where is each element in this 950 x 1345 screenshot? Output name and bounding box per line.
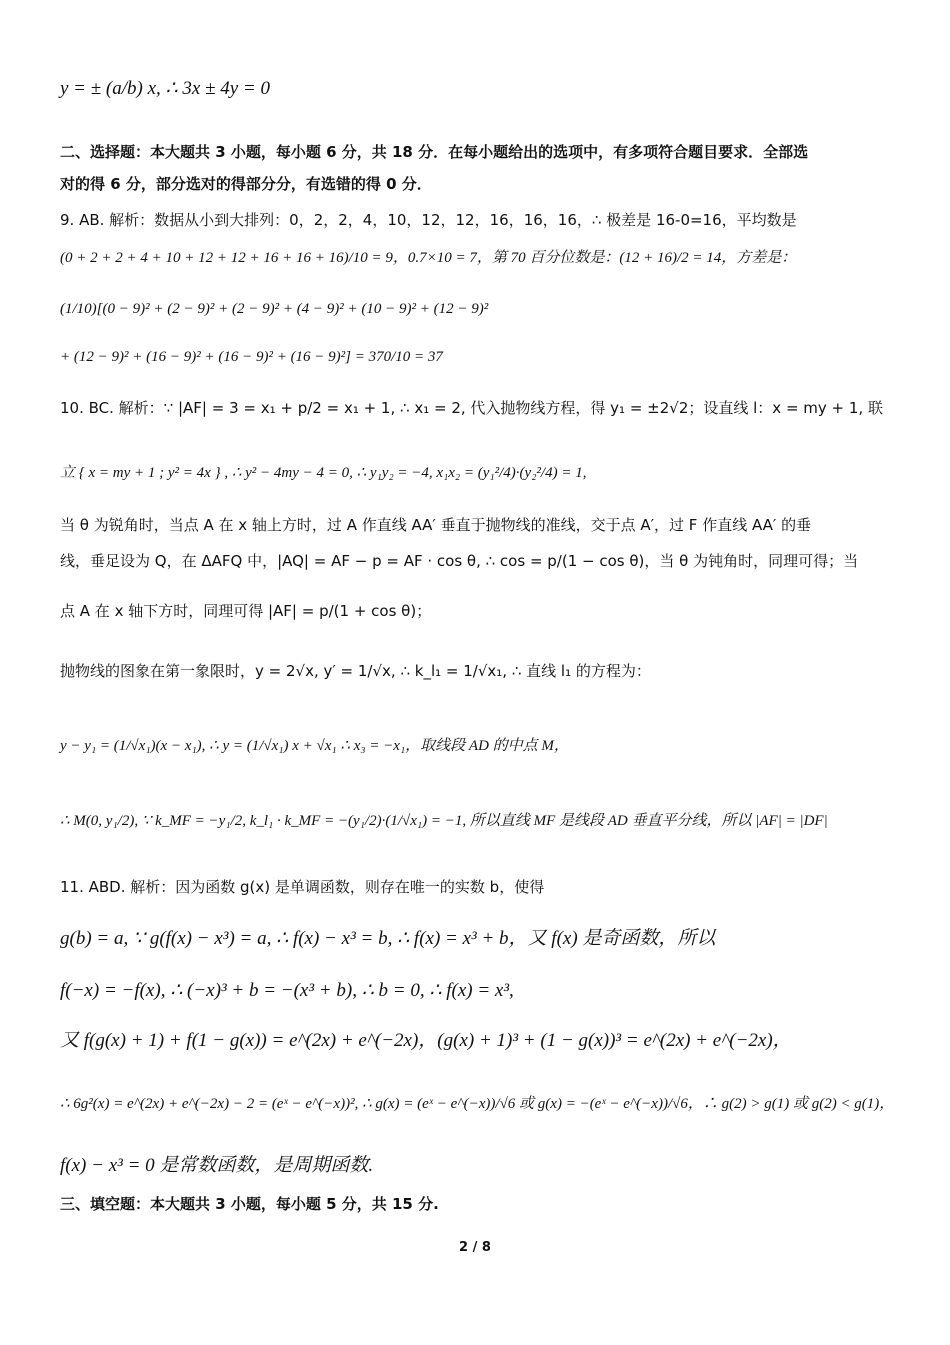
q11-line-3: 又 f(g(x) + 1) + f(1 − g(x)) = e^(2x) + e^(−2x)，(g(x) + 1)³ + (1 − g(x))³ = e^(2x) + e^(−2x)， — [60, 1030, 792, 1051]
q10-answer: 10. BC. 解析：∵ |AF| = 3 = x₁ + p/2 = x₁ + 1, ∴ x₁ = 2, 代入抛物线方程，得 y₁ = ±2√2；设直线 l：x = my + 1, 联 — [60, 399, 883, 417]
q10-system-line: 立 { x = my + 1 ; y² = 4x } , ∴ y² − 4my − 4 = 0, ∴ y₁y₂ = −4, x₁x₂ = (y₁²/4)·(y₂²/4) = 1, — [60, 465, 587, 481]
q9-answer: 9. AB. 解析：数据从小到大排列：0，2，2，4，10，12，12，16，16，16，∴ 极差是 16-0=16，平均数是 — [60, 211, 797, 229]
q10-below-axis-line: 点 A 在 x 轴下方时，同理可得 |AF| = p/(1 + cos θ)； — [60, 602, 432, 620]
q9-mean-line: (0 + 2 + 2 + 4 + 10 + 12 + 12 + 16 + 16 + 16)/10 = 9，0.7×10 = 7，第 70 百分位数是：(12 + 16)/2 = 14，方差是： — [60, 250, 797, 266]
q10-acute-line-2: 线，垂足设为 Q，在 ΔAFQ 中，|AQ| = AF − p = AF · cos θ, ∴ cos = p/(1 − cos θ)，当 θ 为钝角时，同理可得；当 — [60, 552, 859, 570]
q9-variance-line-1: (1/10)[(0 − 9)² + (2 − 9)² + (2 − 9)² + (4 − 9)² + (10 − 9)² + (12 − 9)² — [60, 301, 489, 317]
q11-line-4: ∴ 6g²(x) = e^(2x) + e^(−2x) − 2 = (eˣ − e^(−x))², ∴ g(x) = (eˣ − e^(−x))/√6 或 g(x) = −(eˣ − e^(−x))/√6，∴ g(2) > g(1) 或 g(2) < g(1)， — [60, 1096, 895, 1112]
q11-line-5: f(x) − x³ = 0 是常数函数，是周期函数. — [60, 1155, 374, 1176]
section-heading-choice-cont: 对的得 6 分，部分选对的得部分分，有选错的得 0 分． — [60, 175, 432, 193]
q10-first-quadrant-line: 抛物线的图象在第一象限时，y = 2√x, y′ = 1/√x, ∴ k_l₁ = 1/√x₁, ∴ 直线 l₁ 的方程为： — [60, 662, 651, 680]
page-number: 2 / 8 — [459, 1240, 491, 1255]
q9-variance-line-2: + (12 − 9)² + (16 − 9)² + (16 − 9)² + (16 − 9)²] = 370/10 = 37 — [60, 349, 443, 365]
text-line-1: y = ± (a/b) x, ∴ 3x ± 4y = 0 — [60, 78, 271, 99]
q11-line-2: f(−x) = −f(x), ∴ (−x)³ + b = −(x³ + b), ∴ b = 0, ∴ f(x) = x³, — [60, 980, 514, 1001]
q11-line-1: g(b) = a, ∵ g(f(x) − x³) = a, ∴ f(x) − x³ = b, ∴ f(x) = x³ + b，又 f(x) 是奇函数，所以 — [60, 928, 716, 949]
section-heading-choice: 二、选择题：本大题共 3 小题，每小题 6 分，共 18 分．在每小题给出的选项中，有多项符合题目要求．全部选 — [60, 143, 809, 161]
q11-answer: 11. ABD. 解析：因为函数 g(x) 是单调函数，则存在唯一的实数 b，使得 — [60, 878, 545, 896]
q10-perpendicular-line: ∴ M(0, y₁/2), ∵ k_MF = −y₁/2, k_l₁ · k_MF = −(y₁/2)·(1/√x₁) = −1, 所以直线 MF 是线段 AD 垂直平分线，所以 |AF| = |DF| — [60, 813, 828, 829]
section-heading-fill: 三、填空题：本大题共 3 小题，每小题 5 分，共 15 分. — [60, 1195, 439, 1213]
q10-tangent-line: y − y₁ = (1/√x₁)(x − x₁), ∴ y = (1/√x₁) x + √x₁ ∴ x₃ = −x₁，取线段 AD 的中点 M， — [60, 738, 569, 754]
q10-acute-line-1: 当 θ 为锐角时，当点 A 在 x 轴上方时，过 A 作直线 AA′ 垂直于抛物线的准线，交于点 A′，过 F 作直线 AA′ 的垂 — [60, 516, 812, 534]
